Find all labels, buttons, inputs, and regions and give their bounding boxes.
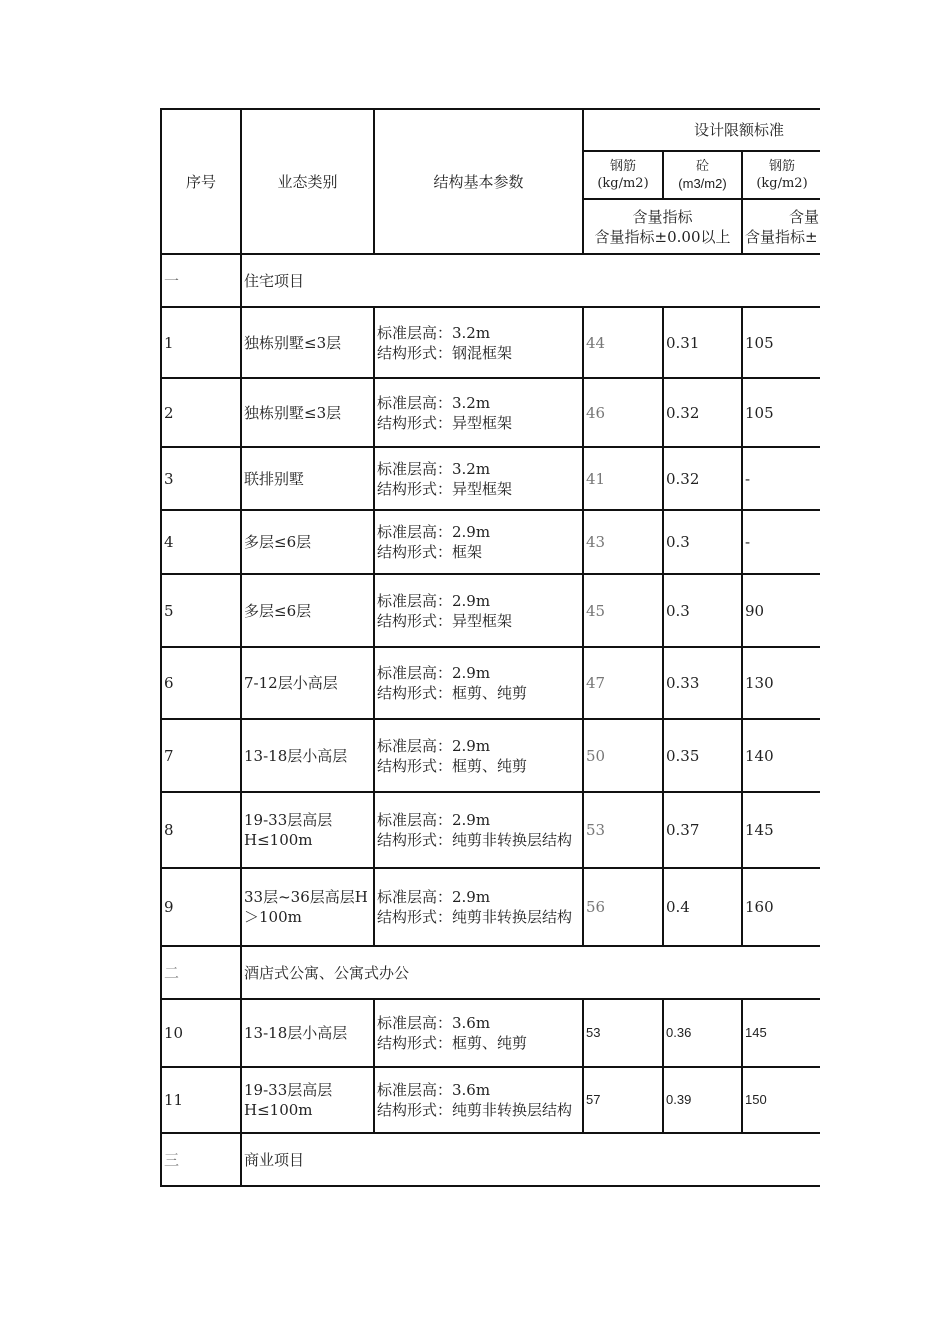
- header-group-title: 设计限额标准: [583, 109, 820, 151]
- row-steel2: 105: [742, 307, 820, 378]
- row-params: [374, 719, 583, 792]
- section-row-residential: [161, 254, 820, 307]
- row-params: [374, 999, 583, 1067]
- row-type: 多层≤6层: [241, 574, 374, 647]
- row-steel2: 140: [742, 719, 820, 792]
- row-param-structure: 结构形式：异型框架: [377, 479, 513, 498]
- row-steel: 53: [583, 999, 663, 1067]
- row-steel: 47: [583, 647, 663, 719]
- row-no: 1: [161, 307, 241, 378]
- row-param-structure: 结构形式：纯剪非转换层结构: [377, 1101, 573, 1119]
- row-param-structure: 结构形式：纯剪非转换层结构: [377, 831, 573, 849]
- row-no: 7: [161, 719, 241, 792]
- row-concrete: 0.4: [663, 868, 742, 946]
- table-row: [161, 574, 820, 647]
- row-no: 5: [161, 574, 241, 647]
- row-steel2: 90: [742, 574, 820, 647]
- row-type: 33层~36层高层H＞100m: [241, 868, 374, 946]
- header-sub-concrete: [663, 151, 742, 199]
- row-params: [374, 574, 583, 647]
- row-param-height: 标准层高：2.9m: [377, 736, 491, 755]
- header-sub-steel2-line2: (kg/m2): [756, 176, 808, 191]
- row-param-structure: 结构形式：异型框架: [377, 611, 513, 630]
- row-steel2: 145: [742, 999, 820, 1067]
- section-row-commercial: [161, 1133, 820, 1186]
- design-limit-table: [160, 108, 820, 1187]
- row-no: 8: [161, 792, 241, 868]
- row-steel2: -: [742, 447, 820, 510]
- header-row-1: [161, 109, 820, 151]
- row-concrete: 0.31: [663, 307, 742, 378]
- row-param-structure: 结构形式：异型框架: [377, 413, 513, 432]
- header-indicator-second: [742, 199, 820, 254]
- row-concrete: 0.35: [663, 719, 742, 792]
- row-param-height: 标准层高：2.9m: [377, 591, 491, 610]
- table-row: [161, 999, 820, 1067]
- row-no: 3: [161, 447, 241, 510]
- row-type: 多层≤6层: [241, 510, 374, 574]
- row-concrete: 0.32: [663, 378, 742, 447]
- row-steel: 45: [583, 574, 663, 647]
- row-steel2: 160: [742, 868, 820, 946]
- row-no: 2: [161, 378, 241, 447]
- row-param-height: 标准层高：3.2m: [377, 459, 491, 478]
- row-type: 独栋别墅≤3层: [241, 378, 374, 447]
- row-steel: 53: [583, 792, 663, 868]
- row-steel: 50: [583, 719, 663, 792]
- row-param-height: 标准层高：3.6m: [377, 1014, 491, 1032]
- row-steel: 43: [583, 510, 663, 574]
- row-param-height: 标准层高：2.9m: [377, 664, 491, 682]
- row-param-height: 标准层高：3.2m: [377, 323, 491, 342]
- row-param-height: 标准层高：2.9m: [377, 523, 491, 541]
- section-no: 一: [161, 254, 241, 307]
- row-no: 11: [161, 1067, 241, 1133]
- table-row: [161, 792, 820, 868]
- row-param-height: 标准层高：2.9m: [377, 811, 491, 829]
- row-no: 9: [161, 868, 241, 946]
- section-title: 酒店式公寓、公寓式办公: [241, 946, 820, 999]
- row-steel: 46: [583, 378, 663, 447]
- row-steel: 41: [583, 447, 663, 510]
- header-no: 序号: [161, 109, 241, 254]
- row-steel: 57: [583, 1067, 663, 1133]
- row-steel: 44: [583, 307, 663, 378]
- header-sub-steel2: [742, 151, 820, 199]
- row-params: [374, 378, 583, 447]
- spreadsheet-viewport: [160, 108, 820, 1189]
- row-concrete: 0.39: [663, 1067, 742, 1133]
- row-concrete: 0.36: [663, 999, 742, 1067]
- row-type: 19-33层高层H≤100m: [241, 1067, 374, 1133]
- header-indicator-above-line1: 含量指标: [632, 207, 693, 226]
- table-row: [161, 307, 820, 378]
- row-steel2: -: [742, 510, 820, 574]
- row-params: [374, 447, 583, 510]
- row-type: 19-33层高层H≤100m: [241, 792, 374, 868]
- row-concrete: 0.37: [663, 792, 742, 868]
- row-param-structure: 结构形式：框剪、纯剪: [377, 684, 528, 702]
- row-params: [374, 792, 583, 868]
- row-param-structure: 结构形式：纯剪非转换层结构: [377, 908, 573, 926]
- row-type: 独栋别墅≤3层: [241, 307, 374, 378]
- row-params: [374, 307, 583, 378]
- row-param-height: 标准层高：3.2m: [377, 393, 491, 412]
- row-param-height: 标准层高：2.9m: [377, 888, 491, 906]
- row-type: 13-18层小高层: [241, 999, 374, 1067]
- row-concrete: 0.3: [663, 510, 742, 574]
- header-params: 结构基本参数: [374, 109, 583, 254]
- table-row: [161, 719, 820, 792]
- header-indicator-second-line1: 含量: [789, 207, 820, 226]
- row-params: [374, 647, 583, 719]
- row-steel2: 130: [742, 647, 820, 719]
- row-no: 4: [161, 510, 241, 574]
- header-indicator-second-line2: 含量指标±: [745, 227, 818, 246]
- row-type: 13-18层小高层: [241, 719, 374, 792]
- table-row: [161, 510, 820, 574]
- header-type: 业态类别: [241, 109, 374, 254]
- section-no: 二: [161, 946, 241, 999]
- table-row: [161, 378, 820, 447]
- section-title: 住宅项目: [241, 254, 820, 307]
- row-param-structure: 结构形式：框剪、纯剪: [377, 1034, 528, 1052]
- header-sub-steel: [583, 151, 663, 199]
- section-title: 商业项目: [241, 1133, 820, 1186]
- header-indicator-above-line2: 含量指标±0.00以上: [594, 227, 731, 246]
- table-row: [161, 447, 820, 510]
- row-param-structure: 结构形式：框剪、纯剪: [377, 756, 528, 775]
- row-param-height: 标准层高：3.6m: [377, 1081, 491, 1099]
- row-params: [374, 868, 583, 946]
- row-steel2: 105: [742, 378, 820, 447]
- row-concrete: 0.33: [663, 647, 742, 719]
- header-sub-concrete-line2: (m3/m2): [678, 176, 727, 191]
- table-row: [161, 1067, 820, 1133]
- row-params: [374, 510, 583, 574]
- header-sub-steel2-line1: 钢筋: [768, 159, 795, 174]
- row-params: [374, 1067, 583, 1133]
- table-row: [161, 647, 820, 719]
- row-steel2: 150: [742, 1067, 820, 1133]
- section-no: 三: [161, 1133, 241, 1186]
- row-concrete: 0.32: [663, 447, 742, 510]
- header-sub-concrete-line1: 砼: [695, 159, 709, 174]
- row-type: 联排别墅: [241, 447, 374, 510]
- row-concrete: 0.3: [663, 574, 742, 647]
- table-row: [161, 868, 820, 946]
- header-sub-steel-line1: 钢筋: [609, 159, 636, 174]
- row-steel2: 145: [742, 792, 820, 868]
- header-sub-steel-line2: (kg/m2): [597, 176, 649, 191]
- row-type: 7-12层小高层: [241, 647, 374, 719]
- section-row-apartment: [161, 946, 820, 999]
- row-param-structure: 结构形式：钢混框架: [377, 343, 513, 362]
- row-steel: 56: [583, 868, 663, 946]
- row-no: 10: [161, 999, 241, 1067]
- row-param-structure: 结构形式：框架: [377, 543, 483, 561]
- row-no: 6: [161, 647, 241, 719]
- header-indicator-above: [583, 199, 742, 254]
